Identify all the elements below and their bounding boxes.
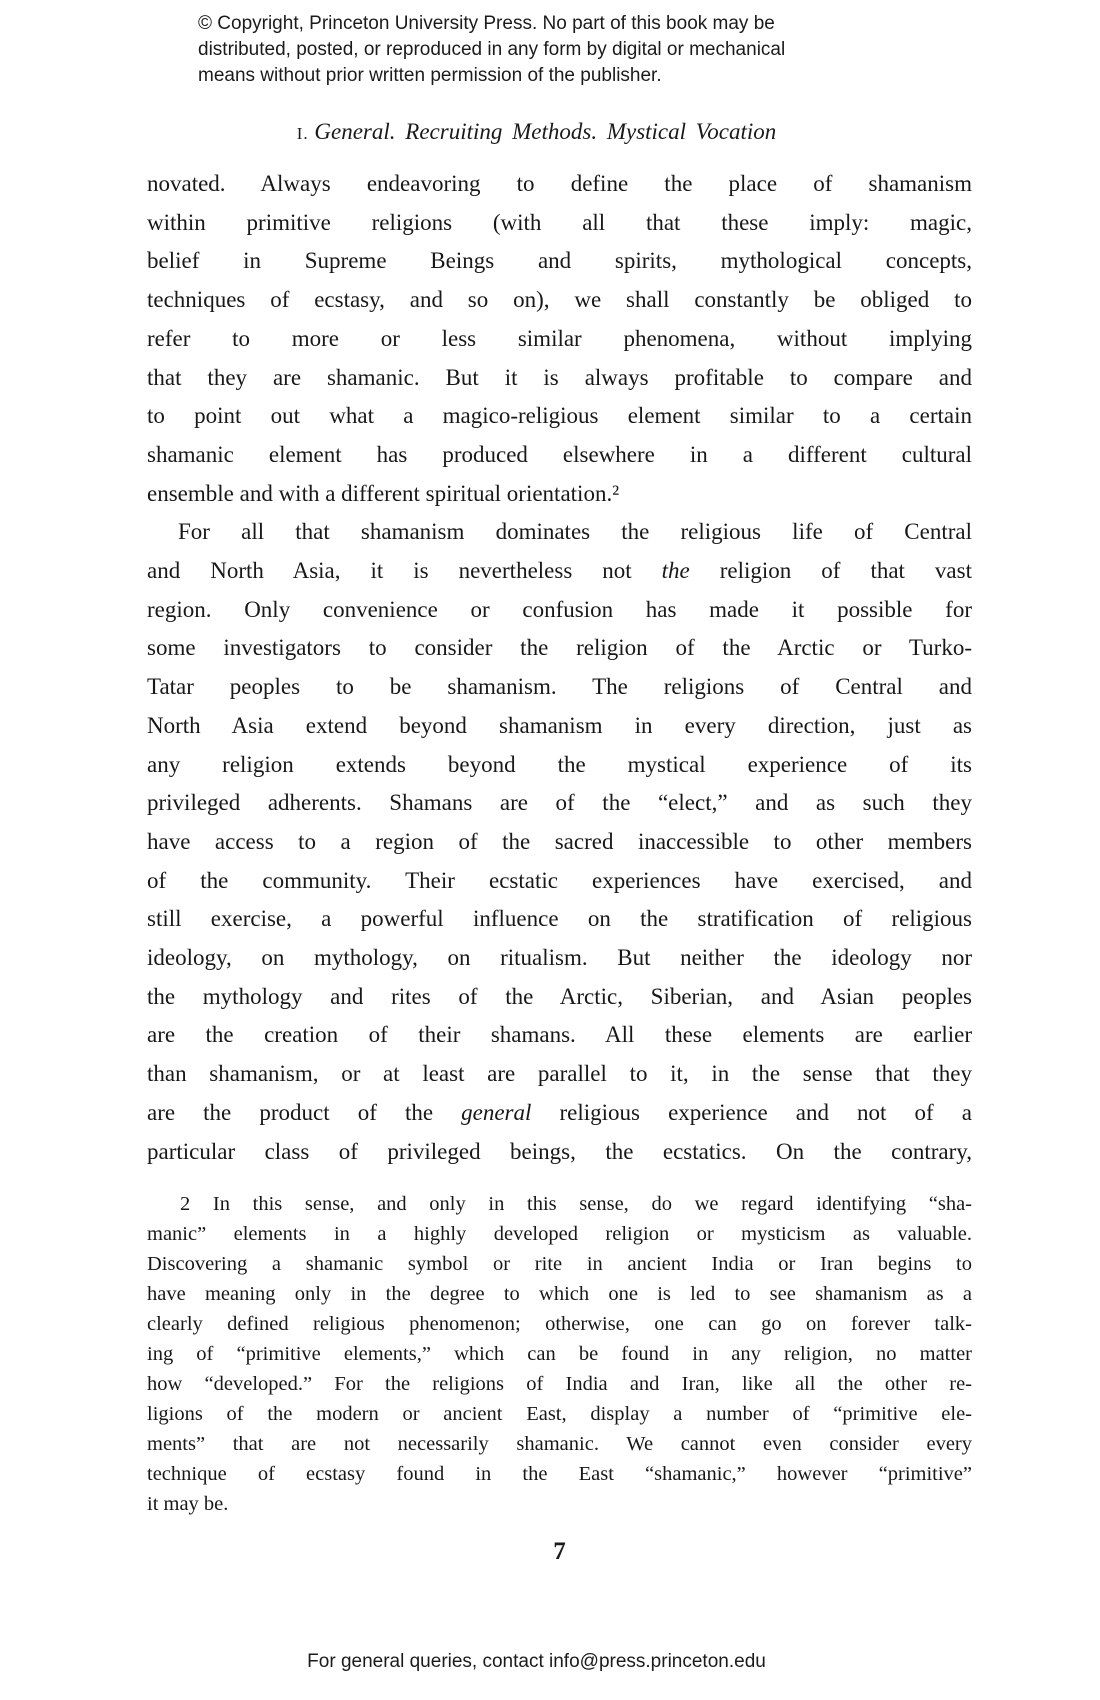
text-line: manic” elements in a highly developed religion or mysticism as valuable. <box>147 1223 972 1245</box>
text-line: techniques of ecstasy, and so on), we shall constantly be obliged to <box>147 287 972 313</box>
text-line: within primitive religions (with all that these imply: magic, <box>147 209 972 235</box>
text-line: 2 In this sense, and only in this sense, do we regard identifying “sha- <box>180 1193 972 1215</box>
body-text <box>147 165 972 1171</box>
text-line: have access to a region of the sacred inaccessible to other members <box>147 828 972 854</box>
chapter-number: I. <box>296 124 309 143</box>
text-line: of the community. Their ecstatic experiences have exercised, and <box>147 867 972 893</box>
chapter-title: General. Recruiting Methods. Mystical Vocation <box>314 119 777 144</box>
text-line: to point out what a magico-religious element similar to a certain <box>147 403 972 429</box>
text-line: ideology, on mythology, on ritualism. But neither the ideology nor <box>147 945 972 971</box>
text-line: Discovering a shamanic symbol or rite in ancient India or Iran begins to <box>147 1253 972 1275</box>
text-line: clearly defined religious phenomenon; otherwise, one can go on forever talk- <box>147 1313 972 1335</box>
page-number: 7 <box>553 1538 566 1565</box>
text-line: technique of ecstasy found in the East “shamanic,” however “primitive” <box>147 1463 972 1485</box>
text-line: For all that shamanism dominates the religious life of Central <box>178 519 972 545</box>
text-line: distributed, posted, or reproduced in any form by digital or mechanical <box>198 39 786 60</box>
text-line: means without prior written permission of the publisher. <box>198 65 662 86</box>
running-header <box>124 118 949 148</box>
text-line: © Copyright, Princeton University Press. No part of this book may be <box>198 13 775 34</box>
text-line: belief in Supreme Beings and spirits, mythological concepts, <box>147 248 972 274</box>
text-line: are the product of the general religious experience and not of a <box>147 1099 972 1125</box>
text-line: have meaning only in the degree to which one is led to see shamanism as a <box>147 1283 972 1305</box>
text-line: North Asia extend beyond shamanism in every direction, just as <box>147 712 972 738</box>
text-line: ing of “primitive elements,” which can be found in any religion, no matter <box>147 1343 972 1365</box>
text-line: it may be. <box>147 1493 229 1515</box>
text-line: any religion extends beyond the mystical experience of its <box>147 751 972 777</box>
text-line: ments” that are not necessarily shamanic. We cannot even consider every <box>147 1433 972 1455</box>
text-line: privileged adherents. Shamans are of the “elect,” and as such they <box>147 790 972 816</box>
text-line: refer to more or less similar phenomena, without implying <box>147 325 972 351</box>
text-line: region. Only convenience or confusion has made it possible for <box>147 596 972 622</box>
text-line: novated. Always endeavoring to define the place of shamanism <box>147 171 972 196</box>
text-line: the mythology and rites of the Arctic, Siberian, and Asian peoples <box>147 983 972 1009</box>
text-line: ligions of the modern or ancient East, display a number of “primitive ele- <box>147 1403 972 1425</box>
text-line: shamanic element has produced elsewhere in a different cultural <box>147 441 972 467</box>
text-line: how “developed.” For the religions of India and Iran, like all the other re- <box>147 1373 972 1395</box>
paragraph <box>147 165 972 513</box>
footer-contact: For general queries, contact info@press.princeton.edu <box>307 1651 766 1672</box>
text-line: still exercise, a powerful influence on the stratification of religious <box>147 906 972 932</box>
text-line: are the creation of their shamans. All these elements are earlier <box>147 1022 972 1048</box>
text-line: than shamanism, or at least are parallel to it, in the sense that they <box>147 1061 972 1087</box>
text-line: and North Asia, it is nevertheless not the religion of that vast <box>147 558 972 584</box>
footnote <box>147 1189 972 1519</box>
text-line: particular class of privileged beings, the ecstatics. On the contrary, <box>147 1138 972 1164</box>
text-line: some investigators to consider the religion of the Arctic or Turko- <box>147 635 972 661</box>
copyright-notice <box>198 11 878 89</box>
text-line: that they are shamanic. But it is always profitable to compare and <box>147 364 972 390</box>
text-line: Tatar peoples to be shamanism. The religions of Central and <box>147 674 972 700</box>
paragraph <box>147 513 972 1171</box>
text-line: ensemble and with a different spiritual orientation.² <box>147 480 620 506</box>
